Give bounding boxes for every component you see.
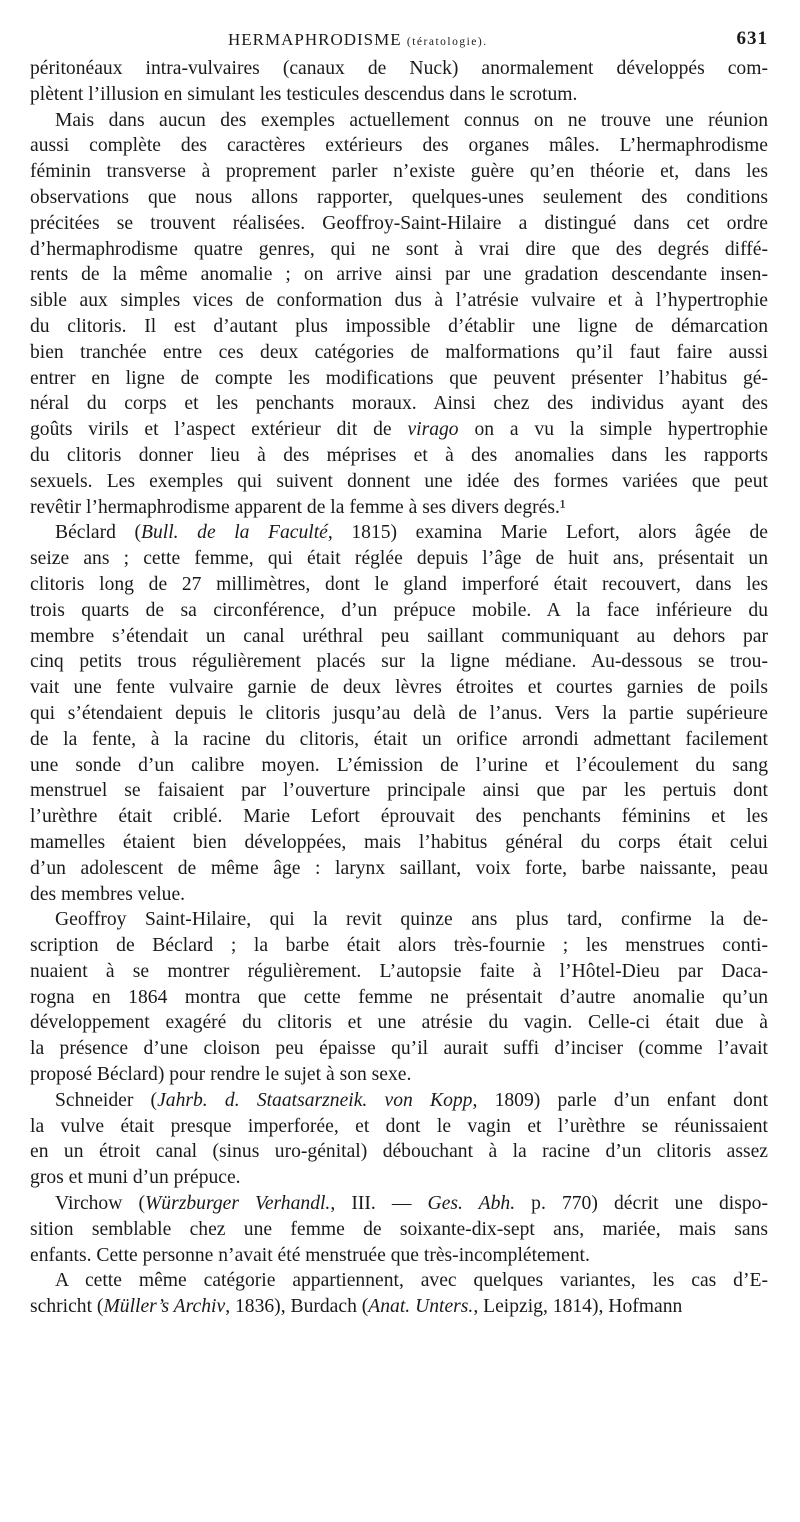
text-line: Schneider (Jahrb. d. Staatsarzneik. von Kopp, 1809) parle d’un enfant dont (55, 1089, 769, 1111)
text-line: trois quarts de sa circonférence, d’un prépuce mobile. A la face inférieure du (30, 599, 768, 621)
text-line: en un étroit canal (sinus uro-génital) débouchant à la racine d’un clitoris assez (30, 1141, 768, 1163)
text-line: Béclard (Bull. de la Faculté, 1815) examina Marie Lefort, alors âgée de (55, 522, 768, 544)
text-line: clitoris long de 27 millimètres, dont le gland imperforé était recouvert, dans les (30, 573, 768, 595)
text-line: entrer en ligne de compte les modifications que peuvent présenter l’habitus gé- (30, 367, 768, 389)
running-title-sub: (tératologie). (406, 36, 488, 48)
text-line: sition semblable chez une femme de soixante-dix-sept ans, mariée, mais sans (30, 1218, 768, 1240)
text-line: A cette même catégorie appartiennent, avec quelques variantes, les cas d’E- (55, 1270, 768, 1292)
paragraph (30, 56, 768, 108)
text-line: d’un adolescent de même âge : larynx saillant, voix forte, barbe naissante, peau (30, 857, 768, 879)
running-title-main: HERMAPHRODISME (228, 30, 402, 49)
running-head (30, 26, 768, 56)
text-line: bien tranchée entre ces deux catégories de malformations qu’il faut faire aussi (30, 341, 768, 363)
text-line: d’hermaphrodisme quatre genres, qui ne sont à vrai dire que des degrés diffé- (30, 238, 768, 260)
text-line: plètent l’illusion en simulant les testicules descendus dans le scrotum. (30, 83, 578, 105)
paragraph (30, 1191, 768, 1268)
text-line: néral du corps et les penchants moraux. Ainsi chez des individus ayant des (30, 393, 768, 415)
running-title (228, 30, 488, 50)
text-line: vait une fente vulvaire garnie de deux lèvres étroites et courtes garnies de poils (30, 677, 768, 699)
text-line: féminin transverse à proprement parler n’existe guère qu’en théorie et, dans les (30, 161, 768, 183)
text-line: aussi complète des caractères extérieurs des organes mâles. L’hermaphrodisme (30, 135, 768, 157)
text-line: Mais dans aucun des exemples actuellement connus on ne trouve une réunion (55, 109, 768, 131)
text-line: Virchow (Würzburger Verhandl., III. — Ges. Abh. p. 770) décrit une dispo- (55, 1193, 768, 1215)
paragraph (30, 108, 768, 521)
text-line: qui s’étendaient depuis le clitoris jusqu’au delà de l’anus. Vers la partie supérieure (30, 702, 768, 724)
text-line: menstruel se faisaient par l’ouverture principale ainsi que par les pertuis dont (30, 780, 768, 802)
text-line: enfants. Cette personne n’avait été menstruée que très-incomplétement. (30, 1244, 590, 1266)
text-line: développement exagéré du clitoris et une atrésie du vagin. Celle-ci était due à (30, 1012, 768, 1034)
paragraph (30, 520, 768, 907)
text-line: une sonde d’un calibre moyen. L’émission de l’urine et l’écoulement du sang (30, 754, 768, 776)
text-line: la présence d’une cloison peu épaisse qu’il aurait suffi d’inciser (comme l’avait (30, 1038, 768, 1060)
text-line: schricht (Müller’s Archiv, 1836), Burdach (Anat. Unters., Leipzig, 1814), Hofmann (30, 1296, 683, 1318)
text-line: seize ans ; cette femme, qui était réglée depuis l’âge de huit ans, présentait un (30, 548, 768, 570)
body-text (30, 56, 768, 1320)
text-line: de la fente, à la racine du clitoris, était un orifice arrondi admettant facilement (30, 728, 768, 750)
text-line: péritonéaux intra-vulvaires (canaux de Nuck) anormalement développés com- (30, 58, 768, 79)
page-number: 631 (736, 28, 768, 49)
paragraph (30, 1268, 768, 1320)
text-line: membre s’étendait un canal uréthral peu saillant communiquant au dehors par (30, 625, 768, 647)
text-line: la vulve était presque imperforée, et dont le vagin et l’urèthre se réunissaient (30, 1115, 768, 1137)
text-line: observations que nous allons rapporter, quelques-unes seulement des conditions (30, 186, 768, 208)
text-line: revêtir l’hermaphrodisme apparent de la femme à ses divers degrés.¹ (30, 496, 566, 518)
text-line: l’urèthre était criblé. Marie Lefort éprouvait des penchants féminins et les (30, 806, 768, 828)
text-line: rents de la même anomalie ; on arrive ainsi par une gradation descendante insen- (30, 264, 768, 286)
text-line: du clitoris. Il est d’autant plus impossible d’établir une ligne de démarcation (30, 315, 768, 337)
text-line: scription de Béclard ; la barbe était alors très-fournie ; les menstrues conti- (30, 935, 768, 957)
paragraph (30, 907, 768, 1088)
text-line: des membres velue. (30, 883, 186, 905)
text-line: nuaient à se montrer régulièrement. L’autopsie faite à l’Hôtel-Dieu par Daca- (30, 960, 768, 982)
text-line: mamelles étaient bien développées, mais l’habitus général du corps était celui (30, 831, 768, 853)
text-line: goûts virils et l’aspect extérieur dit de virago on a vu la simple hypertrophie (30, 419, 769, 441)
document-page (30, 26, 768, 1320)
text-line: rogna en 1864 montra que cette femme ne présentait d’autre anomalie qu’un (30, 986, 768, 1008)
text-line: proposé Béclard) pour rendre le sujet à son sexe. (30, 1064, 412, 1086)
text-line: précitées se trouvent réalisées. Geoffroy-Saint-Hilaire a distingué dans cet ordre (30, 212, 768, 234)
text-line: Geoffroy Saint-Hilaire, qui la revit quinze ans plus tard, confirme la de- (55, 909, 768, 931)
text-line: du clitoris donner lieu à des méprises et à des anomalies dans les rapports (30, 444, 768, 466)
text-line: gros et muni d’un prépuce. (30, 1167, 241, 1189)
paragraph (30, 1088, 768, 1191)
text-line: cinq petits trous régulièrement placés sur la ligne médiane. Au-dessous se trou- (30, 651, 768, 673)
text-line: sible aux simples vices de conformation dus à l’atrésie vulvaire et à l’hypertrophie (30, 290, 768, 312)
text-line: sexuels. Les exemples qui suivent donnent une idée des formes variées que peut (30, 470, 768, 492)
